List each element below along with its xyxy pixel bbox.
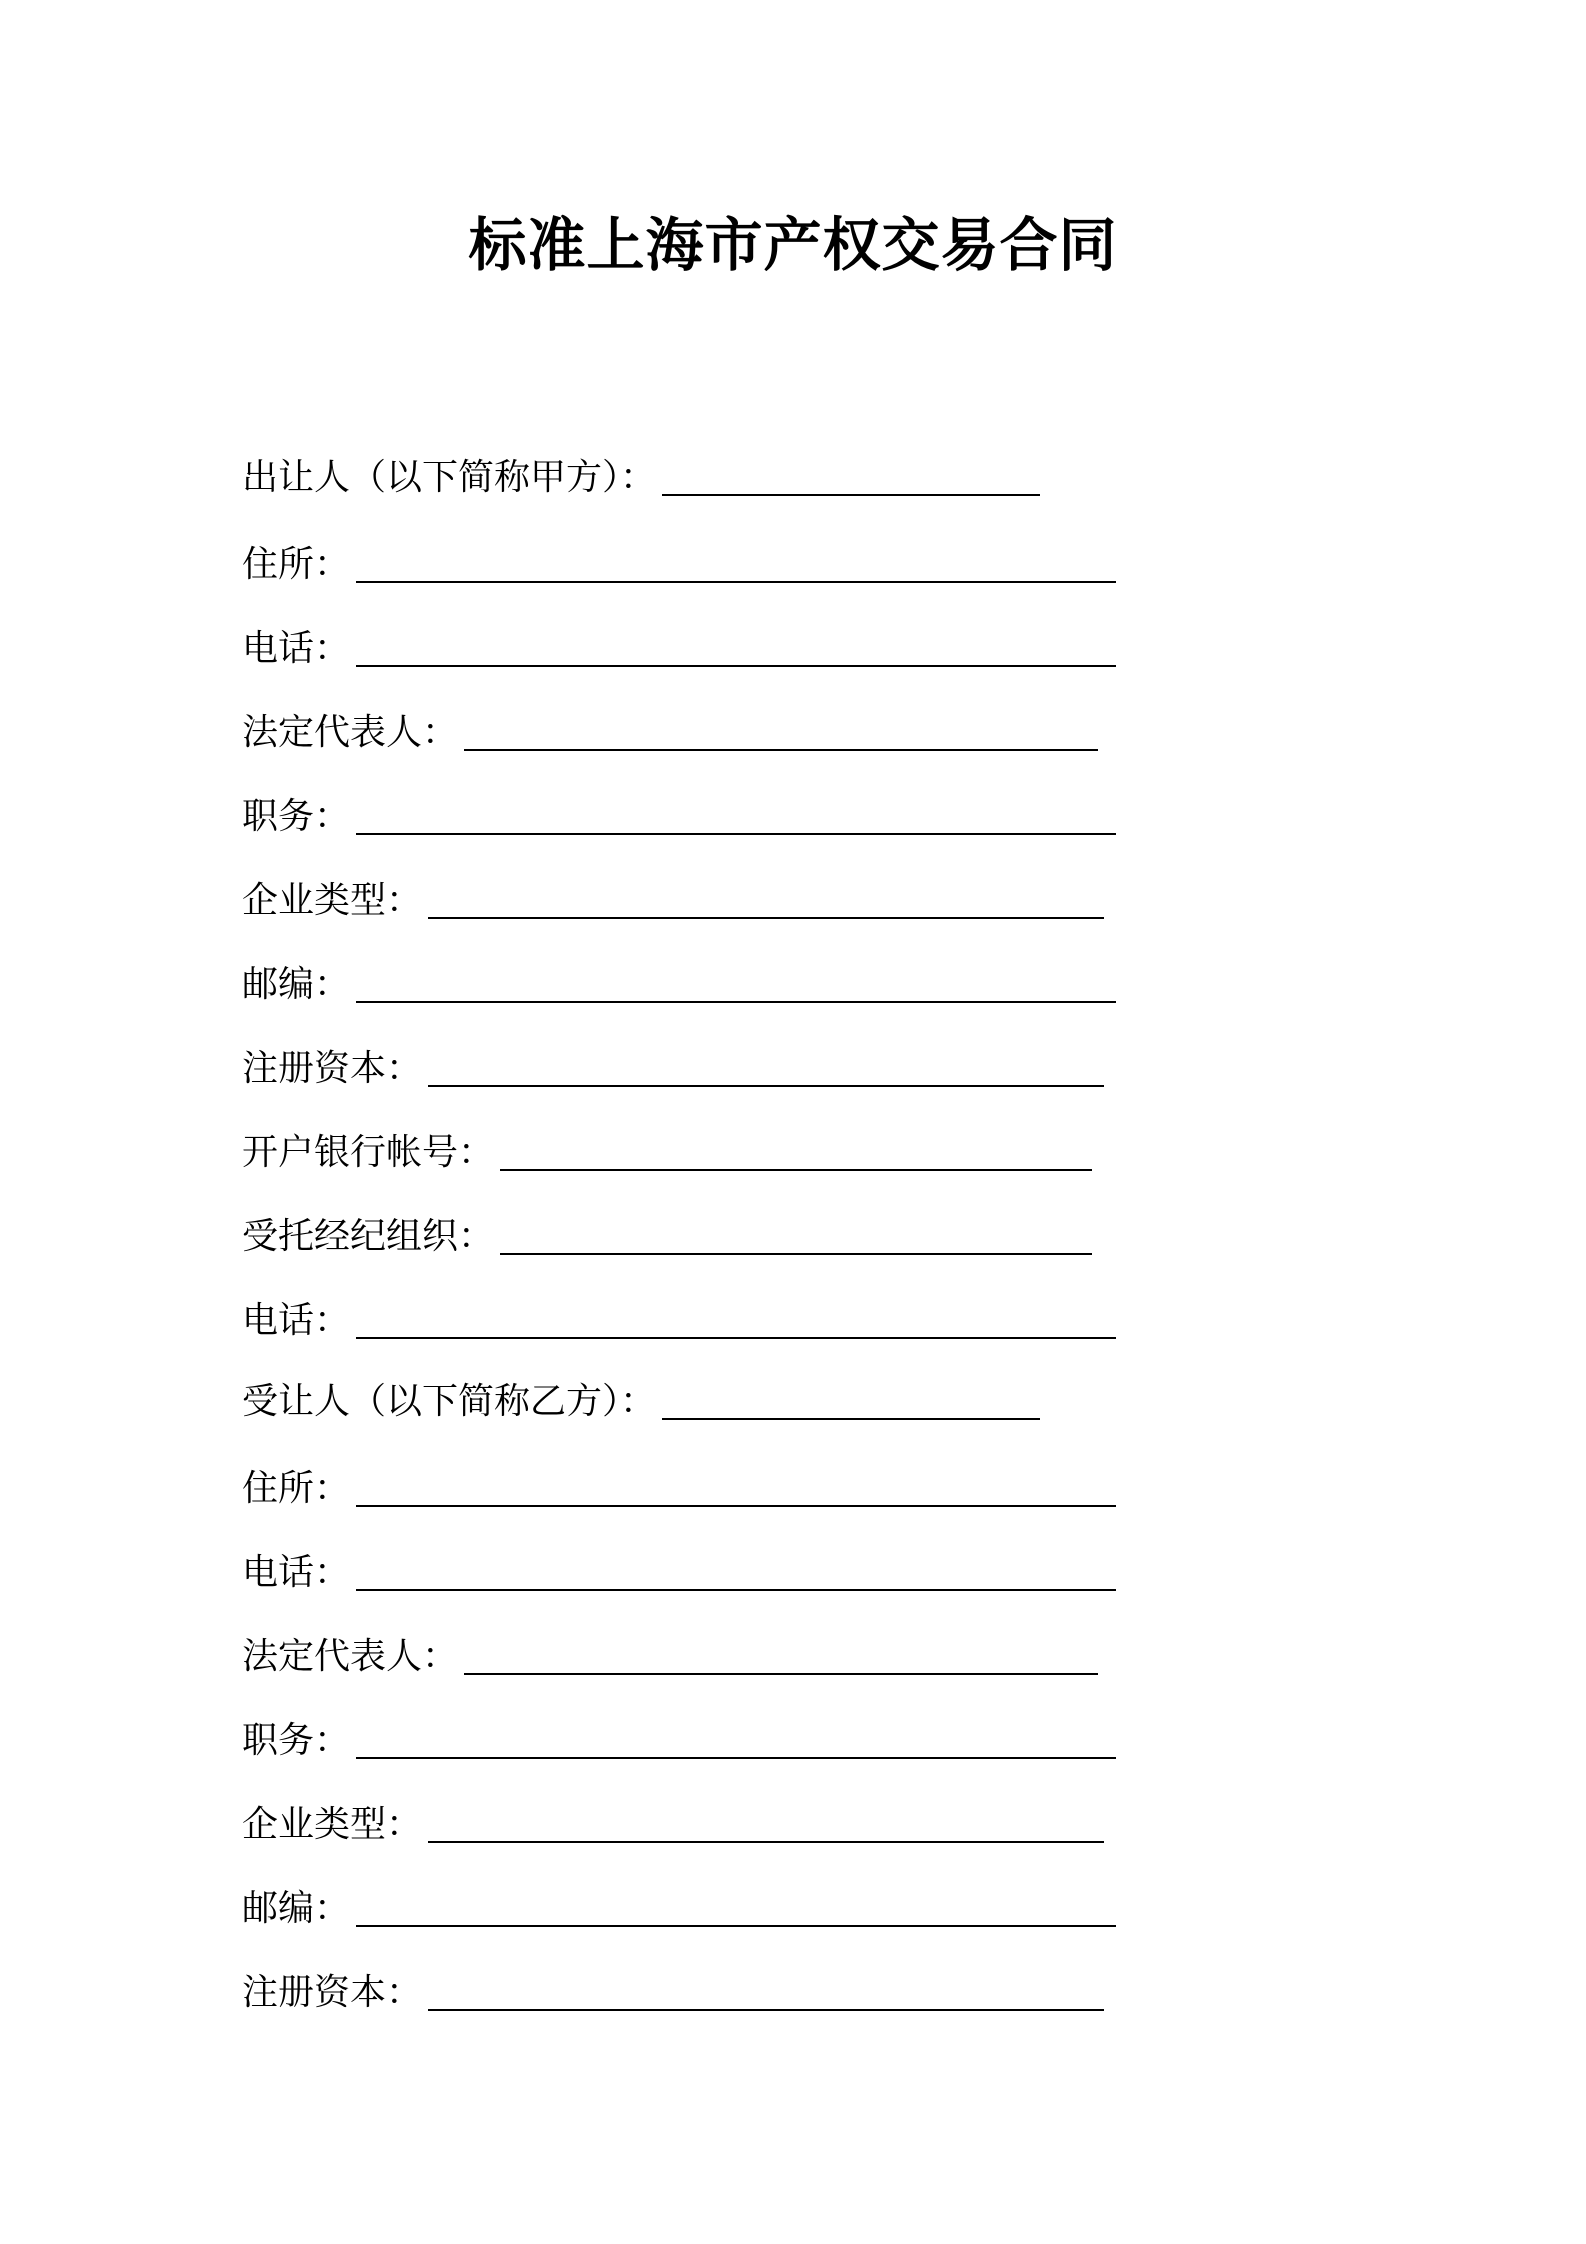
party-b-position-blank[interactable]: [356, 1757, 1116, 1759]
party-b-address-field: [242, 1459, 1116, 1515]
party-a-address-blank[interactable]: [356, 581, 1116, 583]
party-b-transferee-blank[interactable]: [662, 1418, 1040, 1420]
party-a-broker-field: [242, 1207, 1092, 1263]
party-b-phone-blank[interactable]: [356, 1589, 1116, 1591]
party-b-company-type-field: [242, 1795, 1104, 1851]
party-b-position-field: [242, 1711, 1116, 1767]
party-b-registered-capital-field: [242, 1963, 1104, 2019]
party-b-postcode-field: [242, 1879, 1116, 1935]
party-b-postcode-label: 邮编：: [242, 1888, 351, 1929]
party-a-transferor-blank[interactable]: [662, 494, 1040, 496]
party-b-phone-label: 电话：: [242, 1552, 351, 1593]
party-a-address-field: [242, 535, 1116, 591]
party-a-legal-rep-label: 法定代表人：: [242, 712, 459, 753]
party-a-legal-rep-field: [242, 703, 1098, 759]
party-a-phone-label: 电话：: [242, 628, 351, 669]
party-b-postcode-blank[interactable]: [356, 1925, 1116, 1927]
party-a-broker-label: 受托经纪组织：: [242, 1216, 495, 1257]
party-a-broker-phone-label: 电话：: [242, 1300, 351, 1341]
party-a-position-blank[interactable]: [356, 833, 1116, 835]
party-b-company-type-label: 企业类型：: [242, 1804, 423, 1845]
party-b-address-blank[interactable]: [356, 1505, 1116, 1507]
party-a-company-type-field: [242, 871, 1104, 927]
party-a-position-field: [242, 787, 1116, 843]
party-a-bank-account-field: [242, 1123, 1092, 1179]
party-a-transferor-field: [242, 448, 1040, 504]
party-a-registered-capital-field: [242, 1039, 1104, 1095]
party-b-legal-rep-blank[interactable]: [464, 1673, 1098, 1675]
party-a-registered-capital-blank[interactable]: [428, 1085, 1104, 1087]
party-b-transferee-field: [242, 1372, 1040, 1428]
party-a-position-label: 职务：: [242, 796, 351, 837]
party-a-postcode-blank[interactable]: [356, 1001, 1116, 1003]
party-b-legal-rep-field: [242, 1627, 1098, 1683]
party-b-transferee-label: 受让人（以下简称乙方）：: [242, 1381, 657, 1422]
party-a-bank-account-blank[interactable]: [500, 1169, 1092, 1171]
party-a-registered-capital-label: 注册资本：: [242, 1048, 423, 1089]
party-b-address-label: 住所：: [242, 1468, 351, 1509]
party-a-address-label: 住所：: [242, 544, 351, 585]
party-a-company-type-label: 企业类型：: [242, 880, 423, 921]
party-a-bank-account-label: 开户银行帐号：: [242, 1132, 495, 1173]
party-a-broker-phone-field: [242, 1291, 1116, 1347]
party-a-phone-field: [242, 619, 1116, 675]
party-a-postcode-field: [242, 955, 1116, 1011]
document-title: 标准上海市产权交易合同: [468, 211, 1118, 279]
party-a-broker-blank[interactable]: [500, 1253, 1092, 1255]
party-b-registered-capital-blank[interactable]: [428, 2009, 1104, 2011]
party-b-phone-field: [242, 1543, 1116, 1599]
party-a-transferor-label: 出让人（以下简称甲方）：: [242, 457, 657, 498]
party-a-phone-blank[interactable]: [356, 665, 1116, 667]
party-a-company-type-blank[interactable]: [428, 917, 1104, 919]
party-b-company-type-blank[interactable]: [428, 1841, 1104, 1843]
party-b-position-label: 职务：: [242, 1720, 351, 1761]
party-b-legal-rep-label: 法定代表人：: [242, 1636, 459, 1677]
party-a-legal-rep-blank[interactable]: [464, 749, 1098, 751]
party-a-broker-phone-blank[interactable]: [356, 1337, 1116, 1339]
party-a-postcode-label: 邮编：: [242, 964, 351, 1005]
party-b-registered-capital-label: 注册资本：: [242, 1972, 423, 2013]
